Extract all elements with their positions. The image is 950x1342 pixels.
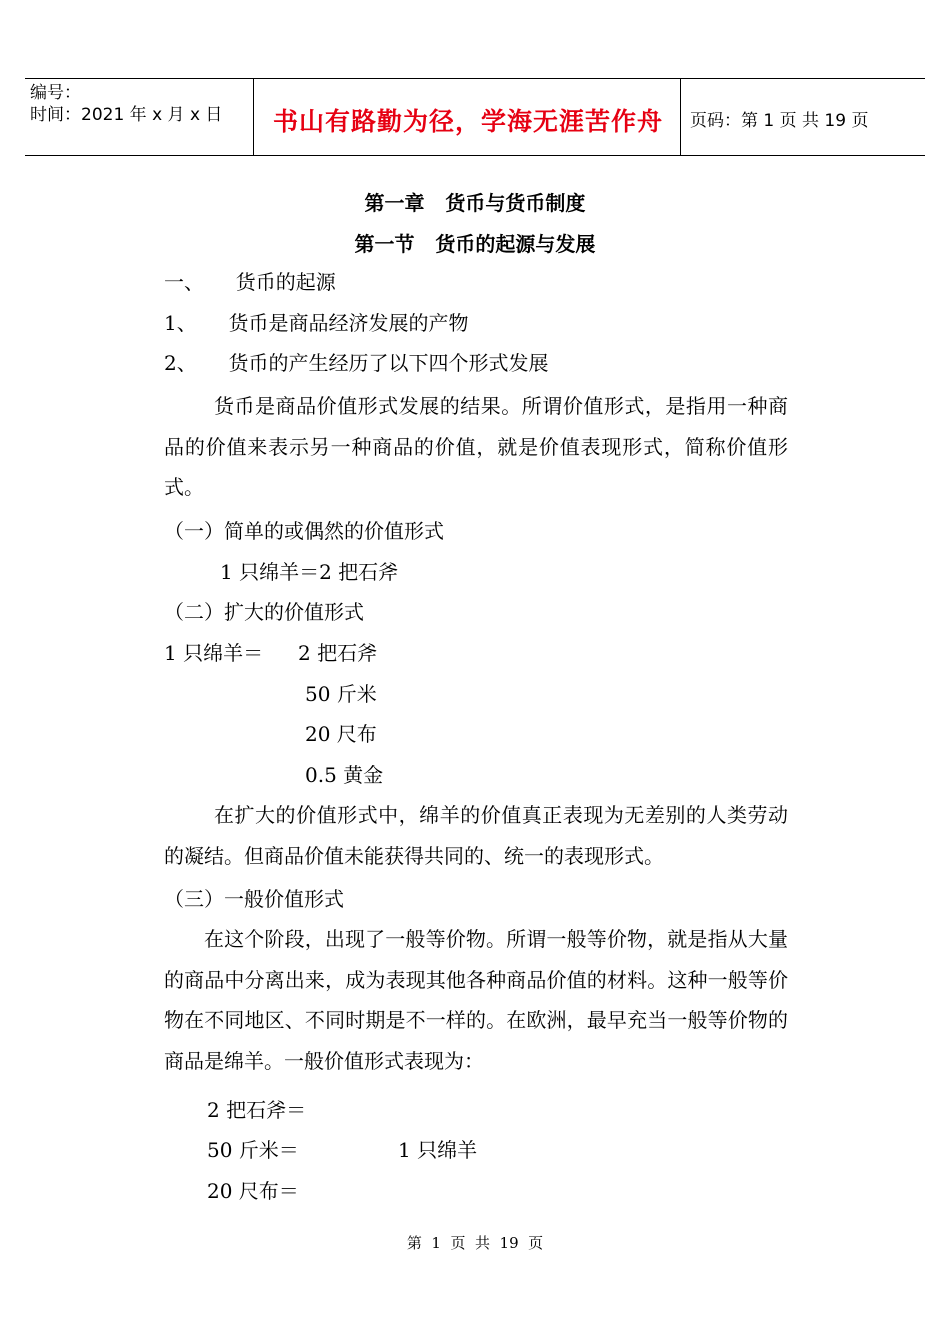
paragraph-intro: 货币是商品价值形式发展的结果。所谓价值形式，是指用一种商品的价值来表示另一种商品的价值，就是价值表现形式，简称价值形式。	[164, 394, 788, 500]
header-page-info: 页码：第 1 页 共 19 页	[690, 111, 869, 131]
header-motto: 书山有路勤为径，学海无涯苦作舟	[272, 107, 663, 136]
expanded-form-rhs-item: 0.5 黄金	[305, 763, 384, 787]
header-bottom-rule	[25, 155, 925, 156]
header-meta	[30, 82, 222, 126]
general-form-lhs-item: 20 尺布＝	[207, 1179, 299, 1203]
chapter-title: 第一章 货币与货币制度	[364, 191, 586, 215]
expanded-form-rhs-item: 50 斤米	[305, 682, 377, 706]
expanded-form-heading: （二）扩大的价值形式	[164, 600, 364, 624]
paragraph-expanded-form: 在扩大的价值形式中，绵羊的价值真正表现为无差别的人类劳动的凝结。但商品价值未能获得共同的、统一的表现形式。	[164, 803, 788, 868]
expanded-form-rhs-item: 20 尺布	[305, 722, 377, 746]
outline-item-origin: 一、 货币的起源	[164, 270, 336, 294]
document-time-label: 时间：2021 年 x 月 x 日	[30, 105, 223, 125]
simple-form-heading: （一）简单的或偶然的价值形式	[164, 519, 444, 543]
simple-form-equation: 1 只绵羊＝2 把石斧	[220, 560, 399, 584]
expanded-form-lhs: 1 只绵羊＝	[164, 641, 264, 665]
page-footer: 第 1 页 共 19 页	[406, 1234, 544, 1252]
outline-item-1: 1、 货币是商品经济发展的产物	[164, 311, 469, 335]
paragraph-general-form: 在这个阶段，出现了一般等价物。所谓一般等价物，就是指从大量的商品中分离出来，成为表现其他各种商品价值的材料。这种一般等价物在不同地区、不同时期是不一样的。在欧洲，最早充当一般等价物的商品是绵羊。一般价值形式表现为：	[164, 927, 788, 1074]
general-form-lhs-item: 2 把石斧＝	[207, 1098, 307, 1122]
document-number-label: 编号：	[30, 83, 81, 103]
header-divider-left	[253, 78, 254, 155]
general-form-rhs: 1 只绵羊	[398, 1138, 478, 1162]
header-top-rule	[25, 78, 925, 79]
header-divider-right	[680, 78, 681, 155]
section-title: 第一节 货币的起源与发展	[354, 232, 596, 256]
general-form-heading: （三）一般价值形式	[164, 887, 344, 911]
expanded-form-rhs-item: 2 把石斧	[298, 641, 378, 665]
general-form-lhs-item: 50 斤米＝	[207, 1138, 299, 1162]
outline-item-2: 2、 货币的产生经历了以下四个形式发展	[164, 351, 549, 375]
